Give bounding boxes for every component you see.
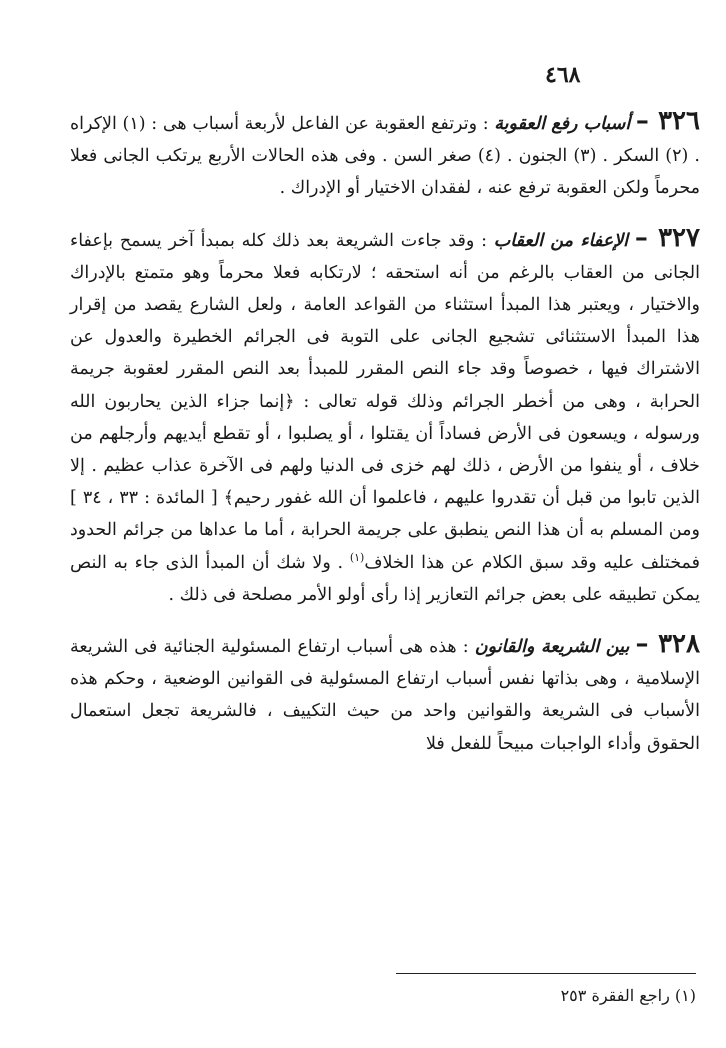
paragraph-title: بين الشريعة والقانون	[474, 637, 630, 658]
paragraph-text: : هذه هى أسباب ارتفاع المسئولية الجنائية فى الشريعة الإسلامية ، وهى بذاتها نفس أسباب ارتفاع المسئولية فى القوانين الوضعية ، وحكم هذه الأسباب فى الشريعة والقوانين واحد من حيث التكييف ، فالشريعة تجعل استعمال الحقوق وأداء الواجبات مبيحاً للفعل فلا	[70, 637, 700, 754]
paragraph-326	[70, 108, 700, 205]
paragraph-number: ٣٢٦ –	[635, 106, 700, 136]
body-text	[70, 108, 700, 760]
footnote-reference[interactable]: (١)	[349, 550, 365, 564]
footnote-divider	[396, 973, 696, 974]
paragraph-text-continued: . ولا شك أن المبدأ الذى جاء به النص يمكن تطبيقه على بعض جرائم التعازير إذا رأى أولو الأمر مصلحة فى ذلك .	[70, 552, 700, 605]
paragraph-text: : وترتفع العقوبة عن الفاعل لأربعة أسباب هى : (١) الإكراه . (٢) السكر . (٣) الجنون . (٤) صغر السن . وفى هذه الحالات الأربع يرتكب الجانى فعلا محرماً ولكن العقوبة ترفع عنه ، لفقدان الاختيار أو الإدراك .	[70, 114, 700, 199]
paragraph-number: ٣٢٧ –	[634, 222, 700, 253]
paragraph-title: أسباب رفع العقوبة	[494, 114, 631, 134]
paragraph-328	[70, 631, 700, 760]
paragraph-title: الإعفاء من العقاب	[493, 230, 629, 251]
footnote: (١) راجع الفقرة ٢٥٣	[560, 986, 696, 1005]
paragraph-327	[70, 222, 700, 611]
paragraph-number: ٣٢٨ –	[635, 629, 700, 660]
page-number: ٤٦٨	[545, 62, 581, 88]
paragraph-text: : وقد جاءت الشريعة بعد ذلك كله بمبدأ آخر يسمح بإعفاء الجانى من العقاب بالرغم من أنه استحقه ؛ لارتكابه فعلا محرماً وهو متمتع بالإدراك والاختيار ، ويعتبر هذا المبدأ استثناء من القواعد العامة ، ولعل الشارع يقصد من إقرار هذا المبدأ الاستثنائى تشجيع الجانى على التوبة فى الجرائم الخطيرة والعدول عن الاشتراك فيها ، خصوصاً وقد جاء النص المقرر للمبدأ بعد النص المقرر لعقوبة جريمة الحرابة ، وهى من أخطر الجرائم وذلك قوله تعالى : ﴿إنما جزاء الذين يحاربون الله ورسوله ، ويسعون فى الأرض فساداً أن يقتلوا ، أو يصلبوا ، أو تقطع أيديهم وأرجلهم من خلاف ، أو ينفوا من الأرض ، ذلك لهم خزى فى الدنيا ولهم فى الآخرة عذاب عظيم . إلا الذين تابوا من قبل أن تقدروا عليهم ، فاعلموا أن الله غفور رحيم﴾ [ المائدة : ٣٣ ، ٣٤ ] ومن المسلم به أن هذا النص ينطبق على جريمة الحرابة ، أما ما عداها من جرائم الحدود فمختلف عليه وقد سبق الكلام عن هذا الخلاف	[70, 230, 700, 573]
